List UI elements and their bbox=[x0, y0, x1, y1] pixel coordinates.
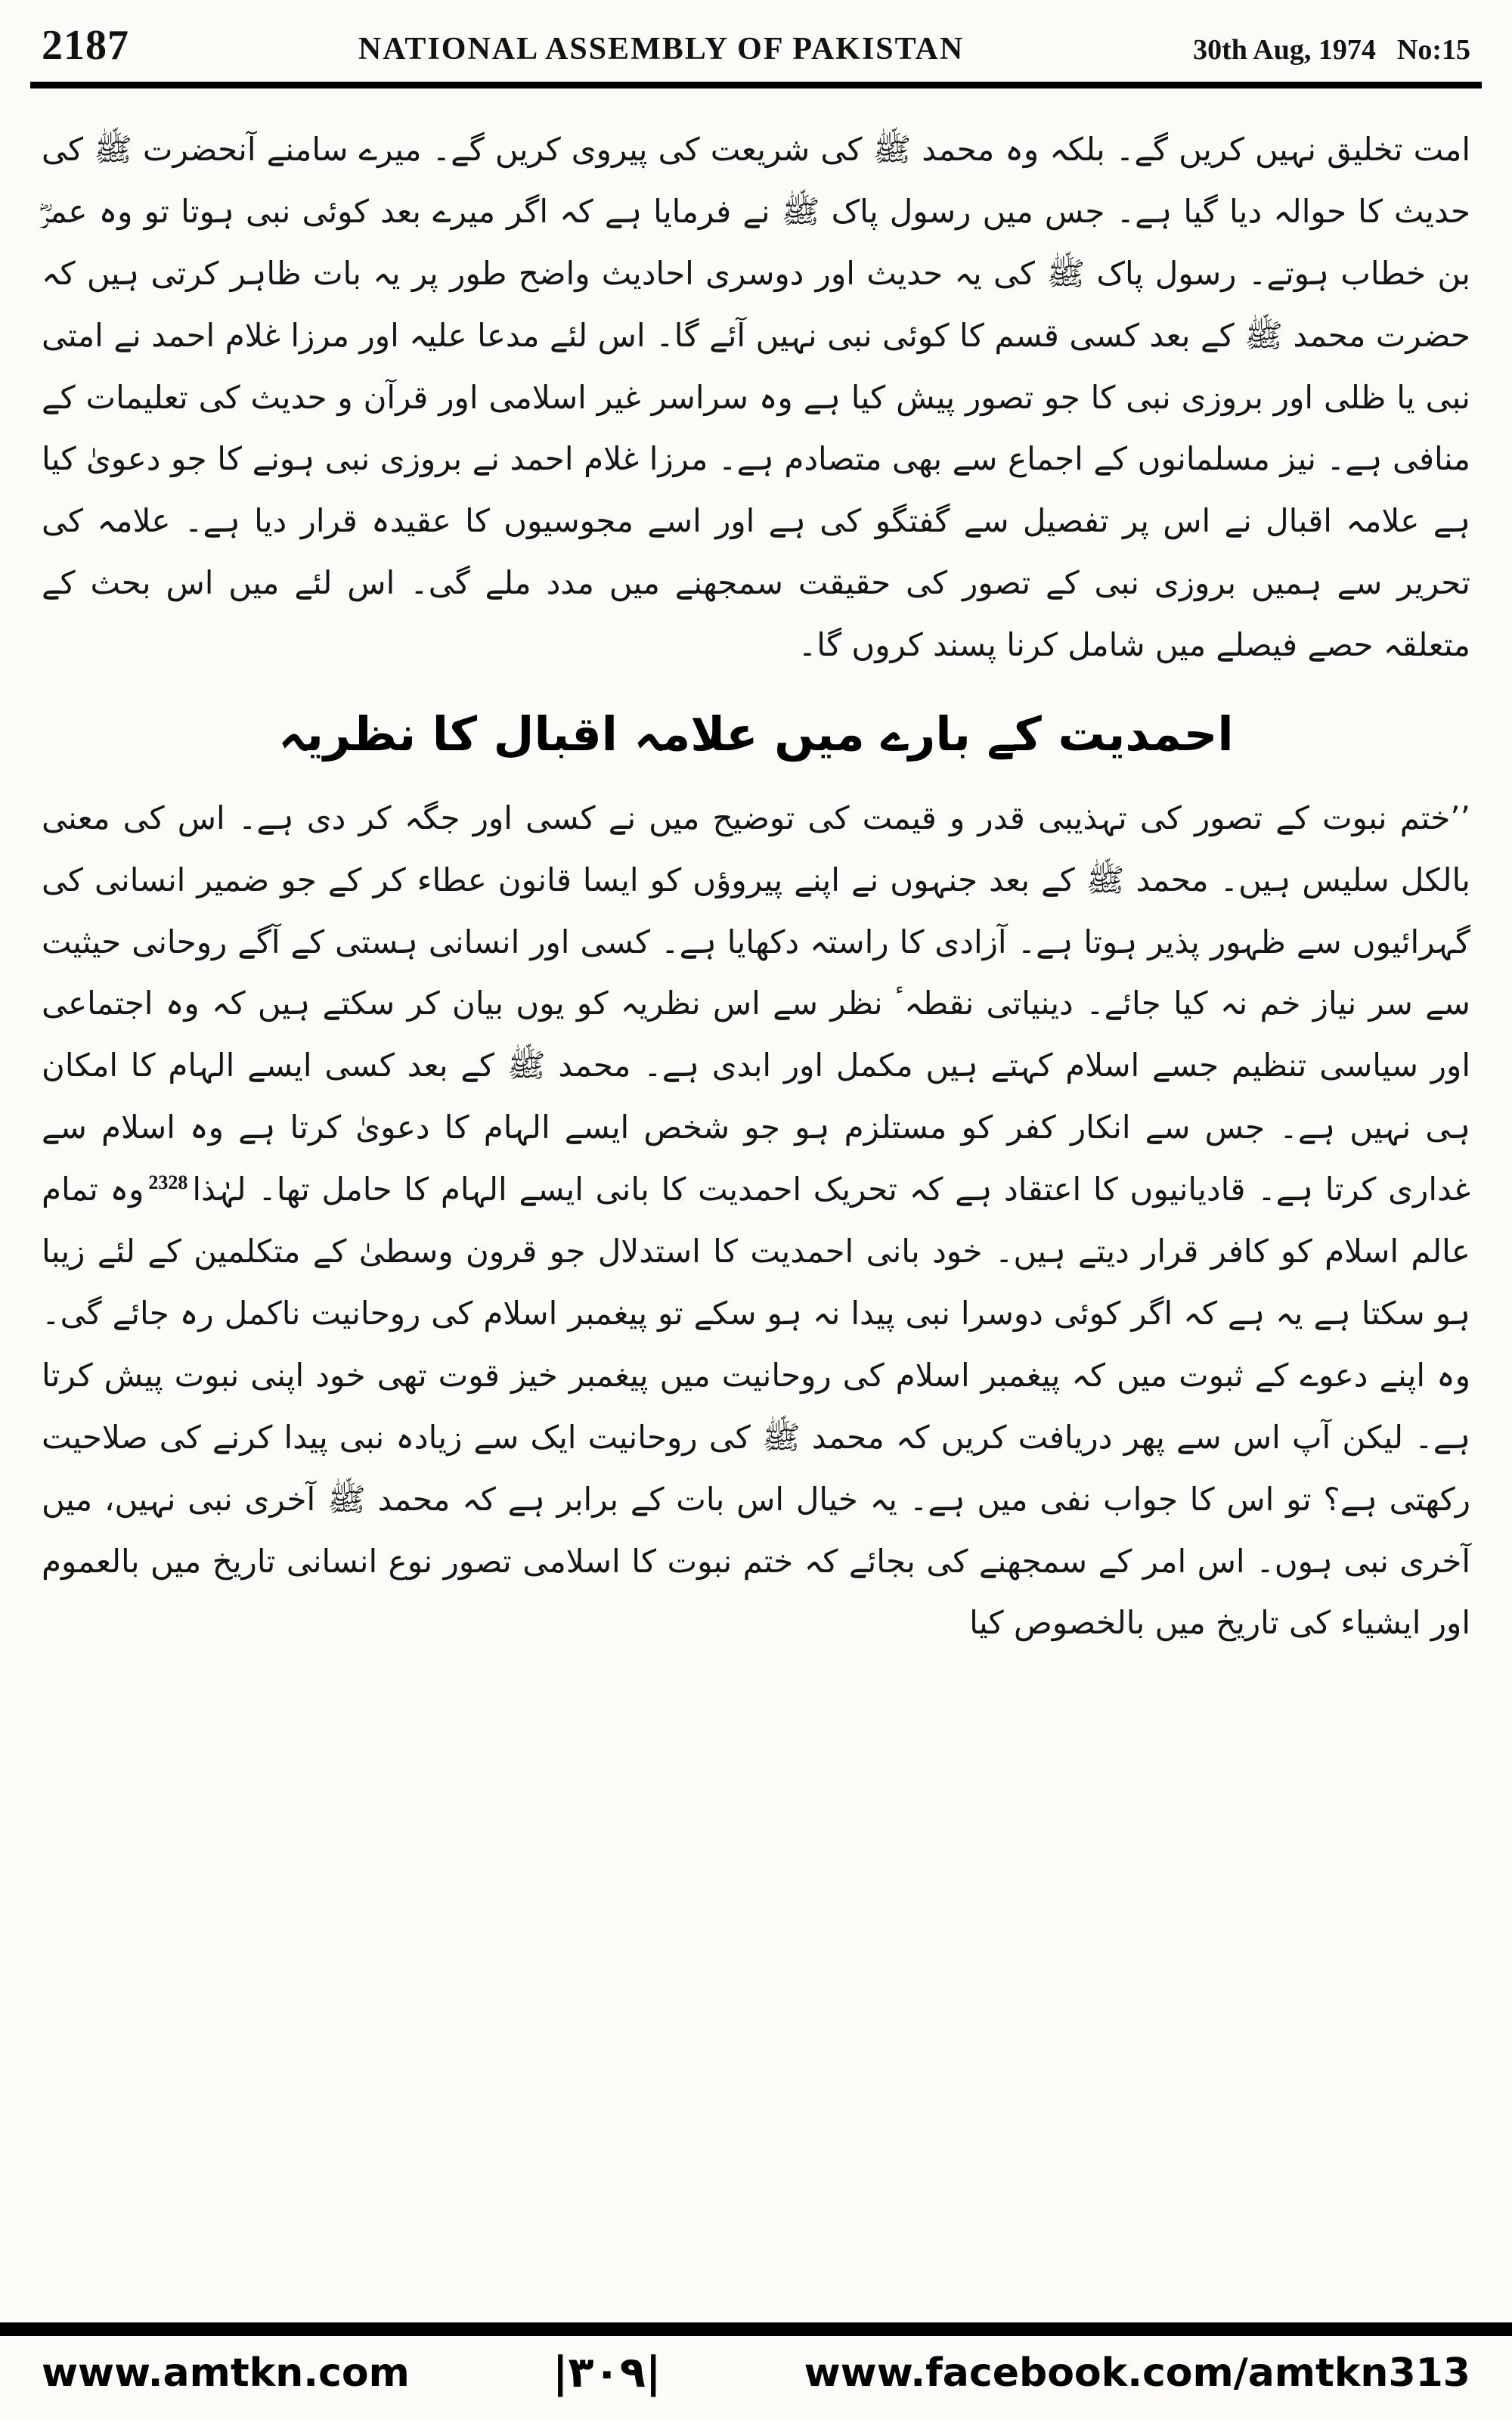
paragraph-2-text-start: ’’ختم نبوت کے تصور کی تہذیبی قدر و قیمت کی توضیح میں نے کسی اور جگہ کر دی ہے۔ اس کی معنی بالکل سلیس ہیں۔ محمد ﷺ کے بعد جنہوں نے اپنے پیروؤں کو ایسا قانون عطاء کر کے جو ضمیر انسانی کی گہرائیوں سے ظہور پذیر ہوتا ہے۔ آزادی کا راستہ دکھایا ہے۔ کسی اور انسانی ہستی کے آگے روحانی حیثیت سے سر نیاز خم نہ کیا جائے۔ دینیاتی نقطہٴ نظر سے اس نظریہ کو یوں بیان کر سکتے ہیں کہ وہ اجتماعی اور سیاسی تنظیم جسے اسلام کہتے ہیں مکمل اور ابدی ہے۔ محمد ﷺ کے بعد کسی ایسے الہام کا امکان ہی نہیں ہے۔ جس سے انکار کفر کو مستلزم ہو جو شخص ایسے الہام کا دعویٰ کرتا ہے وہ اسلام سے غداری کرتا ہے۔ قادیانیوں کا اعتقاد ہے کہ تحریک احمدیت کا بانی ایسے الہام کا حامل تھا۔ لہٰذا bbox=[42, 799, 1471, 1208]
header-issue-number: No:15 bbox=[1396, 34, 1470, 66]
body-paragraph-2 bbox=[42, 787, 1470, 1654]
footer-facebook-url: www.facebook.com/amtkn313 bbox=[804, 2350, 1470, 2396]
document-body bbox=[0, 88, 1512, 2322]
header-divider-rule bbox=[30, 82, 1482, 88]
footer-divider-rule bbox=[0, 2322, 1512, 2336]
page-header bbox=[0, 0, 1512, 77]
header-page-number: 2187 bbox=[42, 22, 129, 69]
footer-page-number-urdu: |۳۰۹| bbox=[552, 2348, 662, 2397]
page-footer bbox=[0, 2322, 1512, 2420]
body-paragraph-1: امت تخلیق نہیں کریں گے۔ بلکہ وہ محمد ﷺ کی شریعت کی پیروی کریں گے۔ میرے سامنے آنحضرت ﷺ کی حدیث کا حوالہ دیا گیا ہے۔ جس میں رسول پاک ﷺ نے فرمایا ہے کہ اگر میرے بعد کوئی نبی ہوتا تو وہ عمرؓ بن خطاب ہوتے۔ رسول پاک ﷺ کی یہ حدیث اور دوسری احادیث واضح طور پر یہ بات ظاہر کرتی ہیں کہ حضرت محمد ﷺ کے بعد کسی قسم کا کوئی نبی نہیں آئے گا۔ اس لئے مدعا علیہ اور مرزا غلام احمد نے امتی نبی یا ظلی اور بروزی نبی کا جو تصور پیش کیا ہے وہ سراسر غیر اسلامی اور قرآن و حدیث کی تعلیمات کے منافی ہے۔ نیز مسلمانوں کے اجماع سے بھی متصادم ہے۔ مرزا غلام احمد نے بروزی نبی ہونے کا جو دعویٰ کیا ہے علامہ اقبال نے اس پر تفصیل سے گفتگو کی ہے اور اسے مجوسیوں کا عقیدہ قرار دیا ہے۔ علامہ کی تحریر سے ہمیں بروزی نبی کے تصور کی حقیقت سمجھنے میں مدد ملے گی۔ اس لئے میں اس بحث کے متعلقہ حصے فیصلے میں شامل کرنا پسند کروں گا۔ bbox=[42, 131, 1471, 664]
header-title: NATIONAL ASSEMBLY OF PAKISTAN bbox=[358, 32, 965, 67]
header-date: 30th Aug, 1974 bbox=[1193, 34, 1376, 66]
footer-website-url: www.amtkn.com bbox=[42, 2350, 410, 2396]
footnote-marker: 2328 bbox=[148, 1171, 188, 1194]
section-heading: احمدیت کے بارے میں علامہ اقبال کا نظریہ bbox=[278, 706, 1234, 762]
header-meta bbox=[1193, 33, 1470, 67]
footer-row bbox=[0, 2344, 1512, 2420]
paragraph-2-text-end: وہ تمام عالم اسلام کو کافر قرار دیتے ہیں۔ خود بانی احمدیت کا استدلال جو قرون وسطیٰ کے متکلمین کے لئے زیبا ہو سکتا ہے یہ ہے کہ اگر کوئی دوسرا نبی پیدا نہ ہو سکے تو پیغمبر اسلام کی روحانیت ناکمل رہ جائے گی۔ وہ اپنے دعوے کے ثبوت میں کہ پیغمبر اسلام کی روحانیت میں پیغمبر خیز قوت تھی خود اپنی نبوت پیش کرتا ہے۔ لیکن آپ اس سے پھر دریافت کریں کہ محمد ﷺ کی روحانیت ایک سے زیادہ نبی پیدا کرنے کی صلاحیت رکھتی ہے؟ تو اس کا جواب نفی میں ہے۔ یہ خیال اس بات کے برابر ہے کہ محمد ﷺ آخری نبی نہیں، میں آخری نبی ہوں۔ اس امر کے سمجھنے کی بجائے کہ ختم نبوت کا اسلامی تصور نوع انسانی تاریخ میں بالعموم اور ایشیاء کی تاریخ میں بالخصوص کیا bbox=[42, 1171, 1470, 1642]
